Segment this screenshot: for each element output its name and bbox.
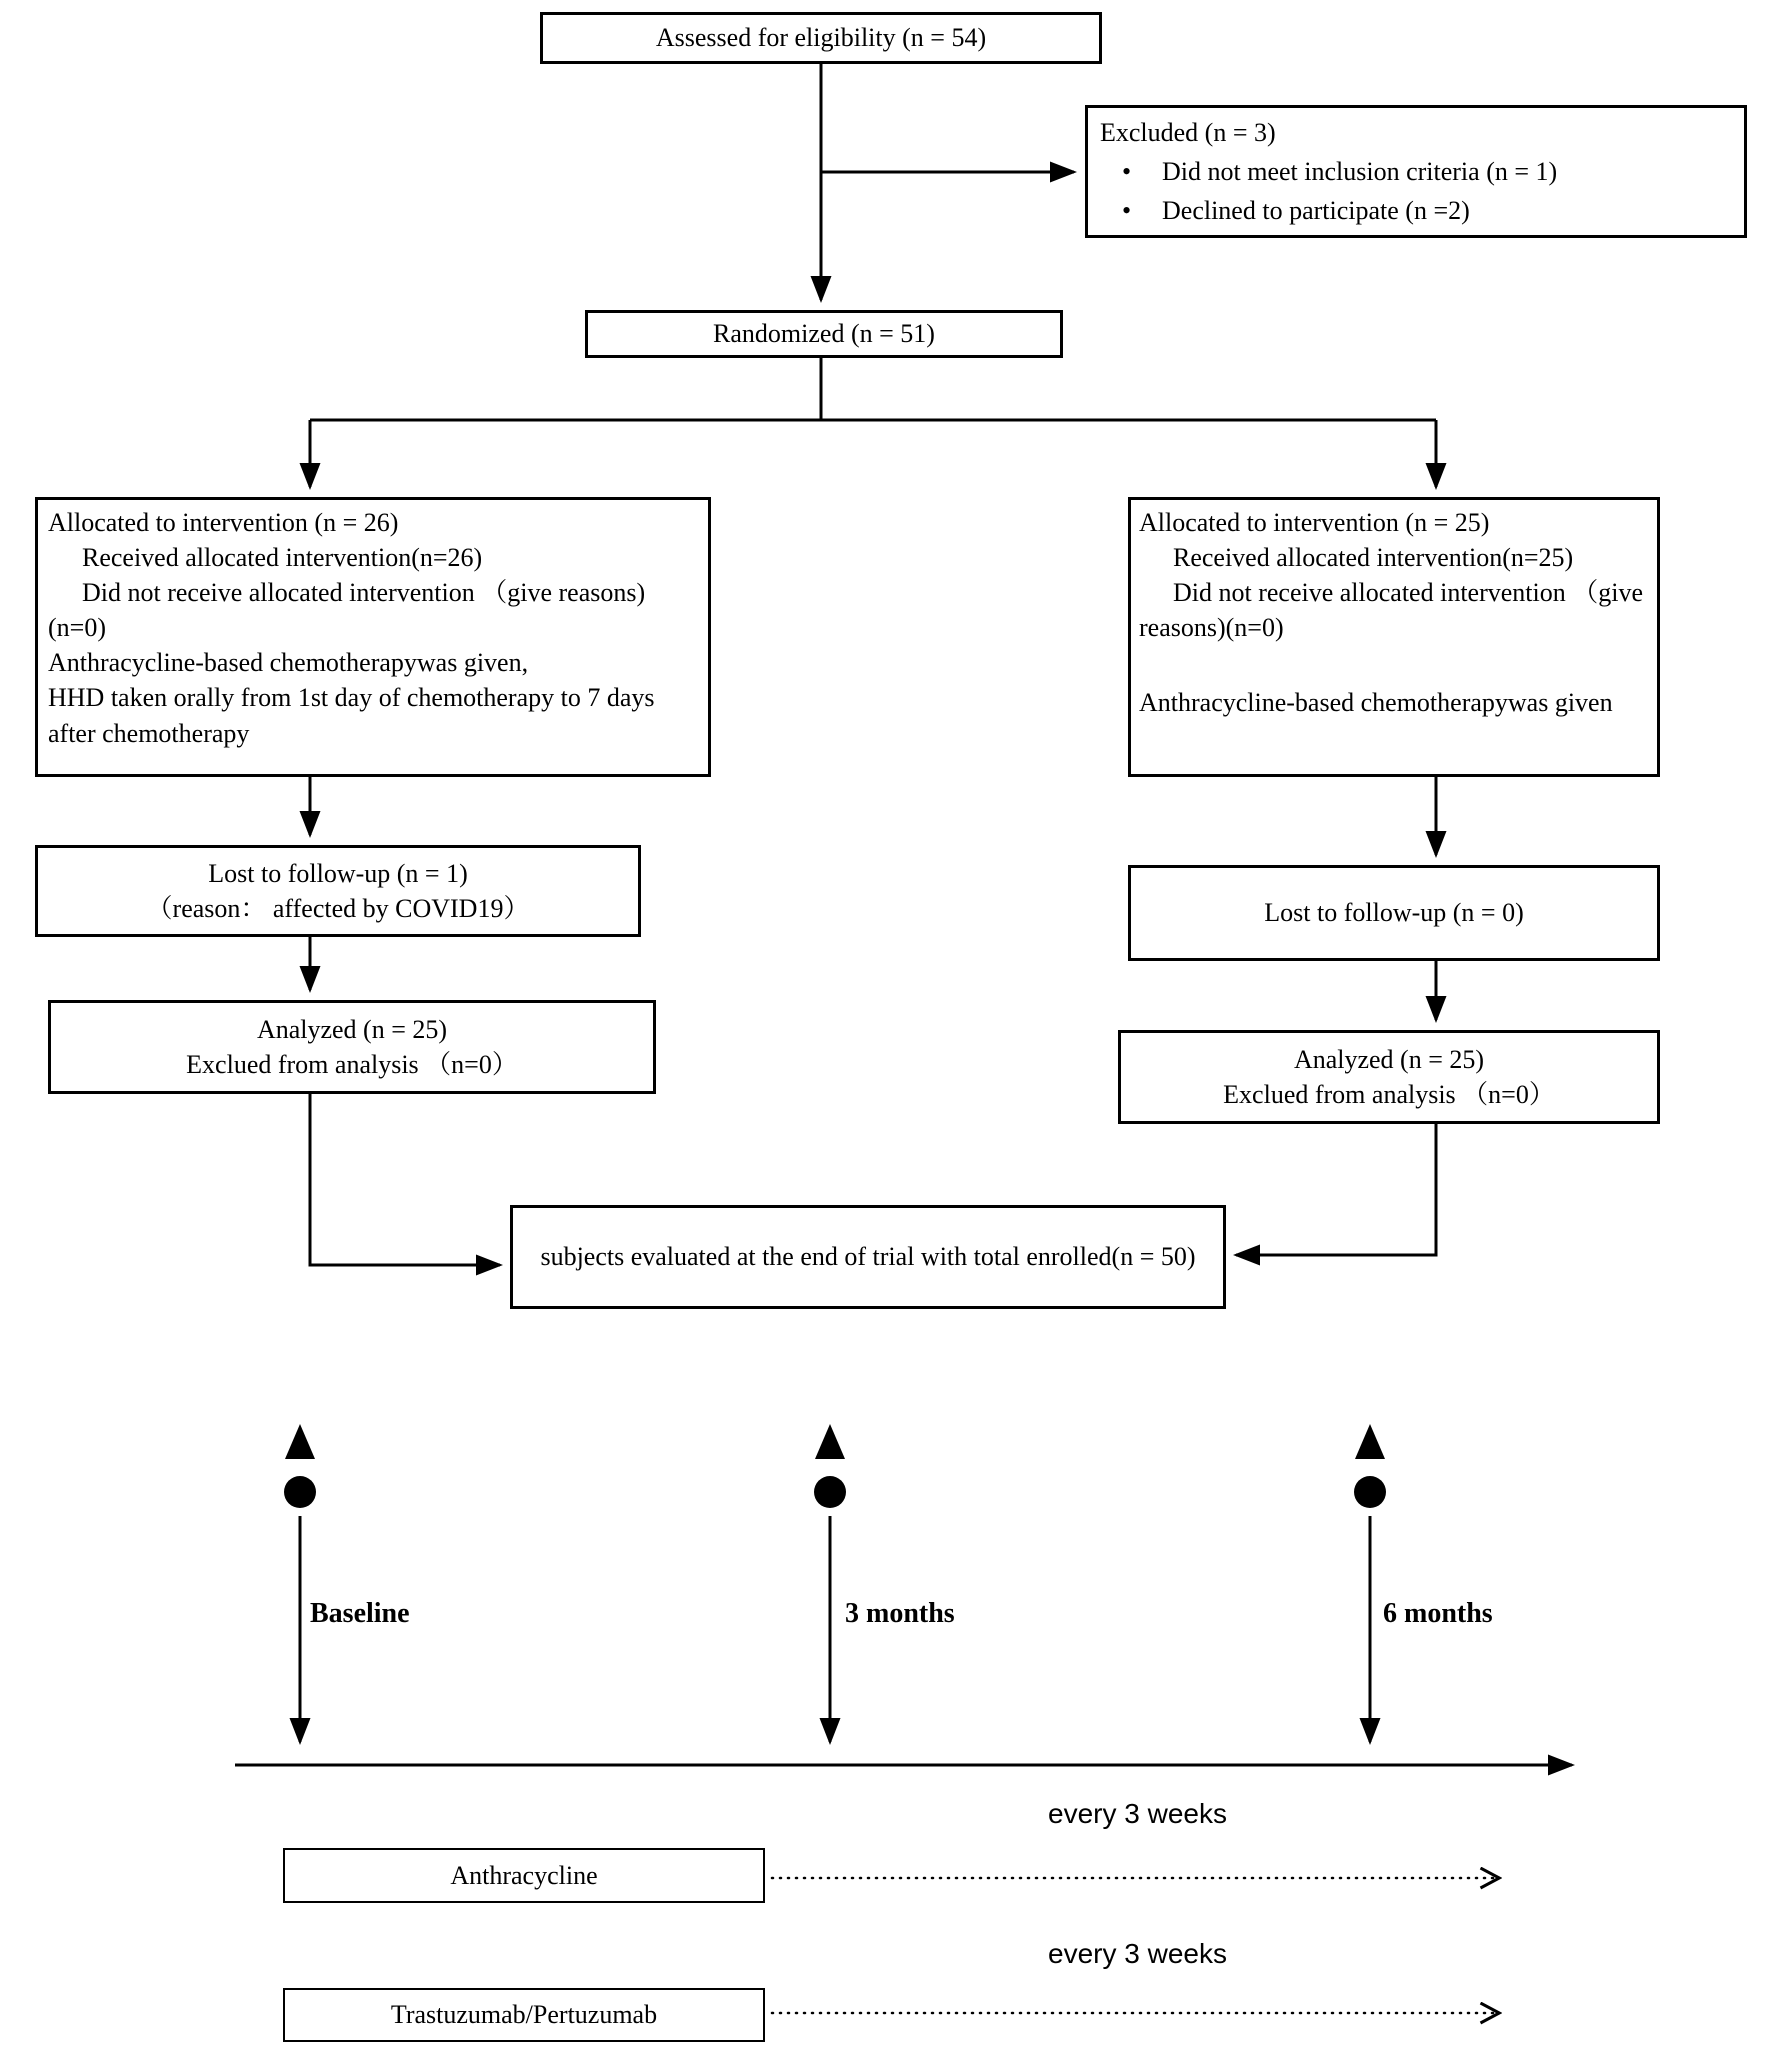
right-allocation-box xyxy=(1128,497,1660,777)
excluded-item-text: Declined to participate (n =2) xyxy=(1162,196,1470,225)
anthracycline-label: Anthracycline xyxy=(450,1860,598,1890)
left-analyzed-box xyxy=(48,1000,656,1094)
milestone-label-baseline: Baseline xyxy=(310,1598,410,1629)
right-analyzed-excluded-line: Exclued from analysis （n=0） xyxy=(1223,1080,1555,1109)
assessed-eligibility-text: Assessed for eligibility (n = 54) xyxy=(655,23,987,53)
final-evaluation-box xyxy=(510,1205,1226,1309)
right-lost-followup-box xyxy=(1128,865,1660,961)
randomized-text: Randomized (n = 51) xyxy=(713,319,935,349)
left-lost-followup-box xyxy=(35,845,641,937)
left-allocation-line: Did not receive allocated intervention （give reasons)(n=0) xyxy=(48,578,646,643)
excluded-item xyxy=(1100,191,1732,230)
right-allocation-line: Did not receive allocated intervention （give reasons)(n=0) xyxy=(1139,578,1643,643)
right-allocation-line: Allocated to intervention (n = 25) xyxy=(1139,508,1490,537)
excluded-title: Excluded (n = 3) xyxy=(1100,118,1276,147)
excluded-item-text: Did not meet inclusion criteria (n = 1) xyxy=(1162,157,1558,186)
right-analyzed-line: Analyzed (n = 25) xyxy=(1293,1044,1485,1074)
milestone-label-3months: 3 months xyxy=(845,1598,955,1629)
left-allocation-line: Allocated to intervention (n = 26) xyxy=(48,508,399,537)
trastuzumab-pertuzumab-label: Trastuzumab/Pertuzumab xyxy=(390,2000,658,2030)
right-allocation-line: Received allocated intervention(n=25) xyxy=(1173,543,1574,573)
left-lost-line: Lost to follow-up (n = 1) xyxy=(208,858,468,888)
right-allocation-line: Anthracycline-based chemotherapywas given xyxy=(1139,688,1613,718)
circle-marker-baseline-icon xyxy=(284,1476,316,1508)
interval-label-anthracycline: every 3 weeks xyxy=(1048,1798,1227,1829)
right-analyzed-box xyxy=(1118,1030,1660,1124)
final-evaluation-text: subjects evaluated at the end of trial with total enrolled(n = 50) xyxy=(540,1242,1196,1272)
interval-label-trastuzumab: every 3 weeks xyxy=(1048,1938,1227,1969)
arrow-right-analyzed-to-final xyxy=(1236,1124,1436,1255)
right-lost-line: Lost to follow-up (n = 0) xyxy=(1264,898,1524,928)
left-lost-reason: （reason： affected by COVID19） xyxy=(146,894,530,923)
left-allocation-line: Received allocated intervention(n=26) xyxy=(82,543,483,573)
left-analyzed-line: Analyzed (n = 25) xyxy=(256,1014,448,1044)
line-randomized-split xyxy=(310,358,1436,420)
randomized-box xyxy=(585,310,1063,358)
circle-marker-6months-icon xyxy=(1354,1476,1386,1508)
left-allocation-line: HHD taken orally from 1st day of chemotherapy to 7 days after chemotherapy xyxy=(48,683,655,748)
left-analyzed-excluded-line: Exclued from analysis （n=0） xyxy=(186,1050,518,1079)
milestone-label-6months: 6 months xyxy=(1383,1598,1493,1629)
anthracycline-treatment-box xyxy=(283,1848,765,1903)
circle-marker-3months-icon xyxy=(814,1476,846,1508)
assessed-eligibility-box xyxy=(540,12,1102,64)
left-allocation-line: Anthracycline-based chemotherapywas given, xyxy=(48,648,529,678)
trastuzumab-pertuzumab-treatment-box xyxy=(283,1988,765,2042)
left-allocation-box xyxy=(35,497,711,777)
excluded-box xyxy=(1085,105,1747,238)
triangle-marker-baseline-icon xyxy=(285,1424,315,1459)
triangle-marker-6months-icon xyxy=(1355,1424,1385,1459)
arrow-left-analyzed-to-final xyxy=(310,1094,500,1265)
triangle-marker-3months-icon xyxy=(815,1424,845,1459)
excluded-item xyxy=(1100,152,1732,191)
